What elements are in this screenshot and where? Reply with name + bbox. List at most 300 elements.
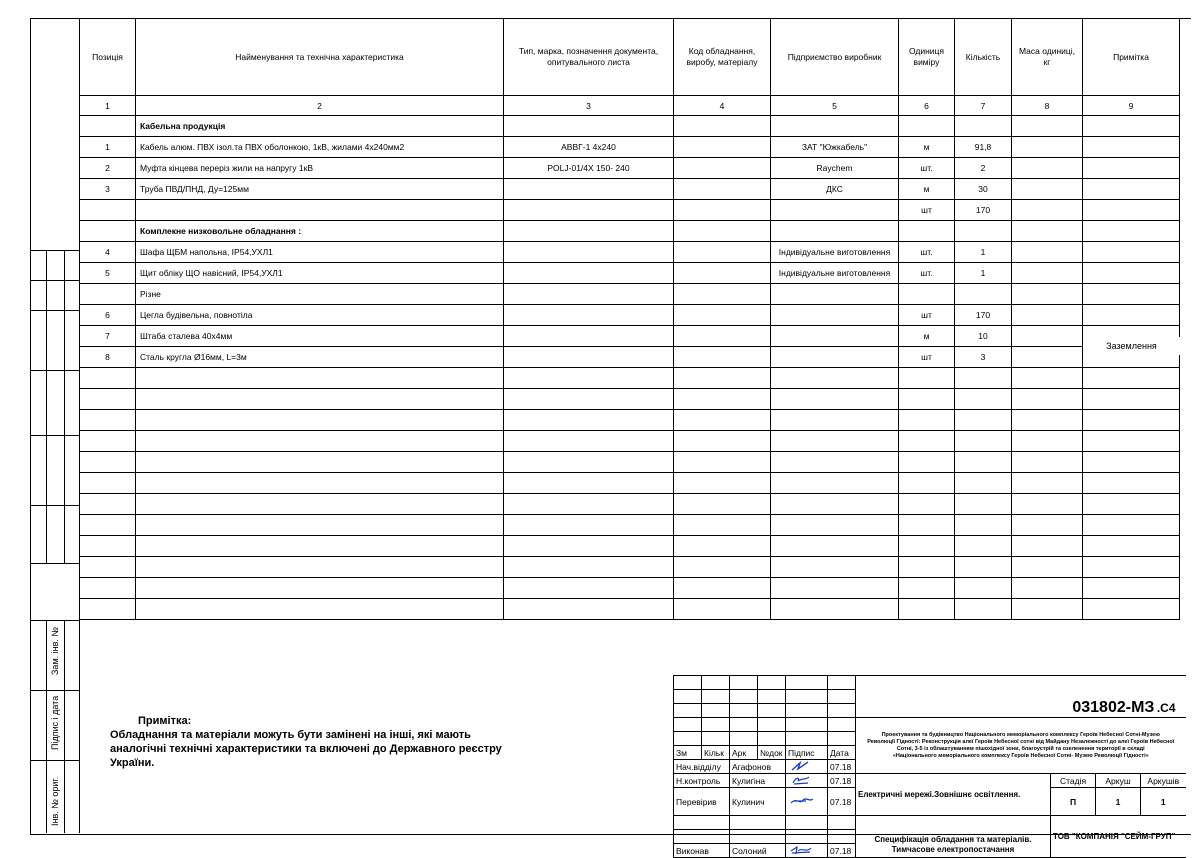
tb-date: 07.18 [828, 844, 856, 858]
cell-maker [771, 116, 899, 137]
cell-note [1083, 158, 1180, 179]
cell-code [674, 221, 771, 242]
cell-name: Щит обліку ЩО навісний, IP54,УХЛ1 [136, 263, 504, 284]
cell-qty [955, 557, 1012, 578]
cell-maker [771, 515, 899, 536]
cell-maker [771, 221, 899, 242]
side-label-zam: Зам. інв. № [50, 626, 60, 675]
cell-code [674, 494, 771, 515]
cell-type [504, 242, 674, 263]
cell-type [504, 473, 674, 494]
cell-unit: м [899, 326, 955, 347]
cell-name [136, 515, 504, 536]
side-strip-line [30, 310, 79, 311]
cell-qty [955, 494, 1012, 515]
cell-type [504, 389, 674, 410]
cell-qty [955, 473, 1012, 494]
colnum: 8 [1012, 96, 1083, 116]
cell-unit: м [899, 137, 955, 158]
cell-qty [955, 368, 1012, 389]
cell-qty: 10 [955, 326, 1012, 347]
cell-qty: 170 [955, 200, 1012, 221]
cell-name: Сталь кругла Ø16мм, L=3м [136, 347, 504, 368]
cell-note [1083, 431, 1180, 452]
cell-type [504, 410, 674, 431]
table-row [80, 494, 1180, 515]
tb-date: 07.18 [828, 774, 856, 788]
side-strip-line [30, 370, 79, 371]
cell-mass [1012, 368, 1083, 389]
cell-note [1083, 578, 1180, 599]
cell-type [504, 578, 674, 599]
cell-pos [80, 284, 136, 305]
cell-pos: 7 [80, 326, 136, 347]
cell-code [674, 242, 771, 263]
colnum: 1 [80, 96, 136, 116]
cell-mass [1012, 347, 1083, 368]
cell-unit [899, 473, 955, 494]
cell-code [674, 389, 771, 410]
cell-name [136, 389, 504, 410]
colnum: 4 [674, 96, 771, 116]
tb-hdr-data: Дата [828, 746, 856, 760]
cell-note [1083, 368, 1180, 389]
cell-type [504, 515, 674, 536]
cell-mass [1012, 431, 1083, 452]
cell-type [504, 557, 674, 578]
cell-name: Кабель алюм. ПВХ ізол.та ПВХ оболонкою, 1кВ, жилами 4х240мм2 [136, 137, 504, 158]
footnote-line: аналогічні технічні характеристики та включені до Державного реєстру [110, 743, 502, 755]
cell-name: Цегла будівельна, повнотіла [136, 305, 504, 326]
header-unit: Одиниця виміру [899, 19, 955, 96]
colnum: 9 [1083, 96, 1180, 116]
cell-code [674, 284, 771, 305]
footnote [110, 714, 502, 770]
header-type: Тип, марка, позначення документа, опитувального листа [504, 19, 674, 96]
cell-pos [80, 221, 136, 242]
cell-qty [955, 452, 1012, 473]
cell-pos [80, 599, 136, 620]
cell-code [674, 263, 771, 284]
cell-pos [80, 116, 136, 137]
tb-hdr-kilk: Кільк [702, 746, 730, 760]
header-name: Найменування та технічна характеристика [136, 19, 504, 96]
table-row [80, 284, 1180, 305]
side-label-inv: Інв. № ориг. [50, 776, 60, 826]
project-line: «Національного меморіального комплексу Героїв Небесної Сотні- Музею Революції Гідності» [892, 752, 1149, 759]
cell-pos [80, 578, 136, 599]
cell-qty [955, 578, 1012, 599]
cell-mass [1012, 242, 1083, 263]
table-row [80, 368, 1180, 389]
table-row [80, 452, 1180, 473]
header-mass: Маса одиниці, кг [1012, 19, 1083, 96]
tb-role: Н.контроль [674, 774, 730, 788]
cell-unit [899, 389, 955, 410]
cell-maker [771, 305, 899, 326]
cell-qty [955, 410, 1012, 431]
tb-role: Нач.відділу [674, 760, 730, 774]
doc-title-line: Специфікація обладання та матеріалів. [874, 835, 1032, 844]
cell-unit: шт [899, 347, 955, 368]
cell-unit [899, 410, 955, 431]
cell-mass [1012, 410, 1083, 431]
colnum: 6 [899, 96, 955, 116]
cell-qty: 30 [955, 179, 1012, 200]
colnum: 7 [955, 96, 1012, 116]
project-line: Революції Гідності: Реконструкція алеї Героїв Небесної сотні від Майдану Незалежності до алеї Героїв Небесної [867, 738, 1175, 745]
cell-mass [1012, 221, 1083, 242]
side-strip-line [30, 760, 79, 761]
tb-date: 07.18 [828, 788, 856, 816]
cell-mass [1012, 263, 1083, 284]
cell-mass [1012, 326, 1083, 347]
signature-1 [786, 760, 828, 774]
header-code: Код обладнання, виробу, матеріалу [674, 19, 771, 96]
table-row [80, 557, 1180, 578]
side-strip-line [30, 280, 79, 281]
cell-name [136, 368, 504, 389]
colnum: 3 [504, 96, 674, 116]
cell-code [674, 158, 771, 179]
cell-code [674, 368, 771, 389]
header-note: Примітка [1083, 19, 1180, 96]
cell-maker [771, 599, 899, 620]
cell-maker: Raychem [771, 158, 899, 179]
cell-mass [1012, 536, 1083, 557]
cell-qty: 1 [955, 263, 1012, 284]
cell-note [1083, 536, 1180, 557]
cell-code [674, 326, 771, 347]
cell-name [136, 452, 504, 473]
cell-qty: 1 [955, 242, 1012, 263]
cell-pos [80, 431, 136, 452]
cell-qty [955, 116, 1012, 137]
cell-code [674, 200, 771, 221]
table-row [80, 200, 1180, 221]
cell-note [1083, 494, 1180, 515]
cell-note [1083, 515, 1180, 536]
header-maker: Підприємство виробник [771, 19, 899, 96]
cell-pos [80, 452, 136, 473]
cell-unit [899, 116, 955, 137]
cell-qty [955, 599, 1012, 620]
cell-type [504, 599, 674, 620]
cell-code [674, 116, 771, 137]
section-title: Електричні мережі.Зовнішнє освітлення. [856, 774, 1051, 816]
cell-unit [899, 536, 955, 557]
table-row [80, 305, 1180, 326]
cell-note [1083, 599, 1180, 620]
table-row [80, 578, 1180, 599]
cell-unit [899, 599, 955, 620]
cell-maker [771, 557, 899, 578]
cell-note [1083, 452, 1180, 473]
cell-unit [899, 515, 955, 536]
cell-code [674, 515, 771, 536]
table-row [80, 473, 1180, 494]
table-row [80, 242, 1180, 263]
cell-name [136, 431, 504, 452]
table-row [80, 158, 1180, 179]
cell-maker [771, 347, 899, 368]
cell-unit [899, 452, 955, 473]
doc-title-line: Тимчасове електропостачання [891, 845, 1015, 854]
table-row [80, 389, 1180, 410]
cell-type [504, 284, 674, 305]
cell-mass [1012, 452, 1083, 473]
signature-4 [786, 844, 828, 858]
cell-name: Комплекне низковольне обладнання : [136, 221, 504, 242]
cell-name [136, 578, 504, 599]
cell-name: Різне [136, 284, 504, 305]
cell-maker [771, 494, 899, 515]
side-label-pidpys: Підпис і дата [50, 695, 60, 750]
cell-pos [80, 494, 136, 515]
cell-qty [955, 221, 1012, 242]
cell-mass [1012, 116, 1083, 137]
cell-pos: 4 [80, 242, 136, 263]
sheets-label: Аркушів [1141, 774, 1186, 788]
cell-type [504, 494, 674, 515]
cell-type [504, 452, 674, 473]
cell-type: POLJ-01/4X 150- 240 [504, 158, 674, 179]
cell-note [1083, 305, 1180, 326]
cell-unit [899, 557, 955, 578]
cell-maker [771, 326, 899, 347]
cell-note [1083, 221, 1180, 242]
cell-qty: 2 [955, 158, 1012, 179]
cell-maker: ЗАТ "Южкабель" [771, 137, 899, 158]
cell-maker [771, 410, 899, 431]
cell-unit [899, 494, 955, 515]
cell-pos [80, 200, 136, 221]
cell-mass [1012, 284, 1083, 305]
tb-person: Агафонов [730, 760, 786, 774]
cell-unit [899, 284, 955, 305]
tb-person: Кулигіна [730, 774, 786, 788]
table-header-row [80, 19, 1180, 96]
cell-unit [899, 578, 955, 599]
cell-maker [771, 473, 899, 494]
cell-note [1083, 116, 1180, 137]
cell-maker [771, 389, 899, 410]
table-row [80, 515, 1180, 536]
table-row [80, 116, 1180, 137]
footnote-line: України. [110, 757, 155, 769]
cell-mass [1012, 158, 1083, 179]
cell-unit [899, 221, 955, 242]
side-strip-line [30, 620, 79, 621]
table-row [80, 263, 1180, 284]
cell-code [674, 557, 771, 578]
cell-unit [899, 368, 955, 389]
cell-mass [1012, 389, 1083, 410]
side-strip-line [30, 563, 79, 564]
cell-qty [955, 431, 1012, 452]
cell-pos: 5 [80, 263, 136, 284]
cell-unit: шт [899, 200, 955, 221]
cell-type [504, 263, 674, 284]
cell-note [1083, 263, 1180, 284]
cell-unit: м [899, 179, 955, 200]
cell-pos: 3 [80, 179, 136, 200]
tb-role: Перевірив [674, 788, 730, 816]
cell-unit: шт. [899, 263, 955, 284]
cell-pos: 8 [80, 347, 136, 368]
cell-pos [80, 389, 136, 410]
cell-type [504, 536, 674, 557]
cell-name: Кабельна продукція [136, 116, 504, 137]
cell-type [504, 221, 674, 242]
cell-pos: 2 [80, 158, 136, 179]
table-row [80, 347, 1180, 368]
cell-name [136, 200, 504, 221]
tb-hdr-ark: Арк [730, 746, 758, 760]
table-row [80, 179, 1180, 200]
tb-hdr-ndok: №док [758, 746, 786, 760]
side-strip-line [30, 690, 79, 691]
cell-maker [771, 368, 899, 389]
title-block [673, 675, 1193, 856]
cell-qty: 3 [955, 347, 1012, 368]
cell-code [674, 347, 771, 368]
cell-pos [80, 473, 136, 494]
cell-maker [771, 452, 899, 473]
cell-note [1083, 179, 1180, 200]
footnote-line: Обладнання та матеріали можуть бути замінені на інші, які мають [110, 729, 471, 741]
cell-name: Муфта кінцева переріз жили на напругу 1кВ [136, 158, 504, 179]
cell-mass [1012, 515, 1083, 536]
cell-pos [80, 536, 136, 557]
cell-pos: 1 [80, 137, 136, 158]
table-row [80, 137, 1180, 158]
cell-pos [80, 368, 136, 389]
cell-type [504, 116, 674, 137]
cell-qty: 170 [955, 305, 1012, 326]
tb-role: Виконав [674, 844, 730, 858]
stage-value: П [1051, 788, 1096, 816]
table-row [80, 221, 1180, 242]
cell-mass [1012, 137, 1083, 158]
tb-hdr-zm: Зм [674, 746, 702, 760]
cell-type [504, 431, 674, 452]
cell-code [674, 137, 771, 158]
cell-mass [1012, 494, 1083, 515]
cell-qty: 91,8 [955, 137, 1012, 158]
project-line: Сотні, 3-5 із облаштуванням пішохідної зони, благоустрій та озеленення території в складі [896, 745, 1145, 752]
project-line: Проектування та будівництво Національного меморіального комплексу Героїв Небесної Сотні-Музею [881, 731, 1160, 738]
cell-mass [1012, 179, 1083, 200]
cell-name [136, 410, 504, 431]
cell-code [674, 305, 771, 326]
sheet-value: 1 [1096, 788, 1141, 816]
stage-label: Стадія [1051, 774, 1096, 788]
cell-type [504, 179, 674, 200]
cell-code [674, 179, 771, 200]
cell-note [1083, 557, 1180, 578]
cell-maker [771, 536, 899, 557]
cell-code [674, 473, 771, 494]
table-row [80, 599, 1180, 620]
cell-maker: ДКС [771, 179, 899, 200]
cell-qty [955, 515, 1012, 536]
cell-code [674, 452, 771, 473]
cell-pos [80, 557, 136, 578]
sheets-value: 1 [1141, 788, 1186, 816]
cell-maker [771, 578, 899, 599]
cell-note [1083, 137, 1180, 158]
cell-unit: шт. [899, 242, 955, 263]
cell-code [674, 599, 771, 620]
colnum: 5 [771, 96, 899, 116]
side-strip-line [46, 250, 47, 563]
table-row [80, 326, 1180, 347]
cell-pos [80, 410, 136, 431]
footnote-title: Примітка: [138, 715, 192, 727]
tb-person: Кулинич [730, 788, 786, 816]
cell-mass [1012, 599, 1083, 620]
cell-name: Шафа ЩБМ напольна, IP54,УХЛ1 [136, 242, 504, 263]
title-block-table [673, 675, 1186, 858]
cell-note [1083, 389, 1180, 410]
specification-table [79, 18, 1180, 620]
cell-mass [1012, 578, 1083, 599]
cell-code [674, 431, 771, 452]
cell-type: АВВГ-1 4х240 [504, 137, 674, 158]
signature-2 [786, 774, 828, 788]
cell-unit [899, 431, 955, 452]
cell-type [504, 305, 674, 326]
doc-code: 031802-МЗ [1072, 699, 1155, 716]
colnum: 2 [136, 96, 504, 116]
cell-pos: 6 [80, 305, 136, 326]
column-number-row [80, 96, 1180, 116]
cell-type [504, 200, 674, 221]
tb-date: 07.18 [828, 760, 856, 774]
cell-note [1083, 410, 1180, 431]
company-name: ТОВ "КОМПАНІЯ "СЕЙМ-ГРУП" [1051, 816, 1186, 858]
side-strip-line [64, 250, 65, 563]
header-qty: Кількість [955, 19, 1012, 96]
cell-unit: шт [899, 305, 955, 326]
cell-name [136, 599, 504, 620]
grounding-note: Заземлення [1083, 337, 1180, 355]
table-row [80, 431, 1180, 452]
tb-hdr-pidp: Підпис [786, 746, 828, 760]
side-strip-line [30, 435, 79, 436]
cell-maker [771, 431, 899, 452]
cell-mass [1012, 473, 1083, 494]
cell-mass [1012, 305, 1083, 326]
cell-qty [955, 284, 1012, 305]
cell-mass [1012, 557, 1083, 578]
cell-type [504, 368, 674, 389]
cell-qty [955, 536, 1012, 557]
cell-name [136, 473, 504, 494]
cell-maker [771, 200, 899, 221]
cell-unit: шт. [899, 158, 955, 179]
cell-note [1083, 284, 1180, 305]
cell-maker: Індивідуальне виготовлення [771, 242, 899, 263]
cell-name [136, 494, 504, 515]
cell-name: Труба ПВД/ПНД, Ду=125мм [136, 179, 504, 200]
cell-name: Штаба сталева 40х4мм [136, 326, 504, 347]
cell-code [674, 578, 771, 599]
side-strip-line [30, 505, 79, 506]
side-strip-line [46, 620, 47, 833]
cell-maker: Індивідуальне виготовлення [771, 263, 899, 284]
